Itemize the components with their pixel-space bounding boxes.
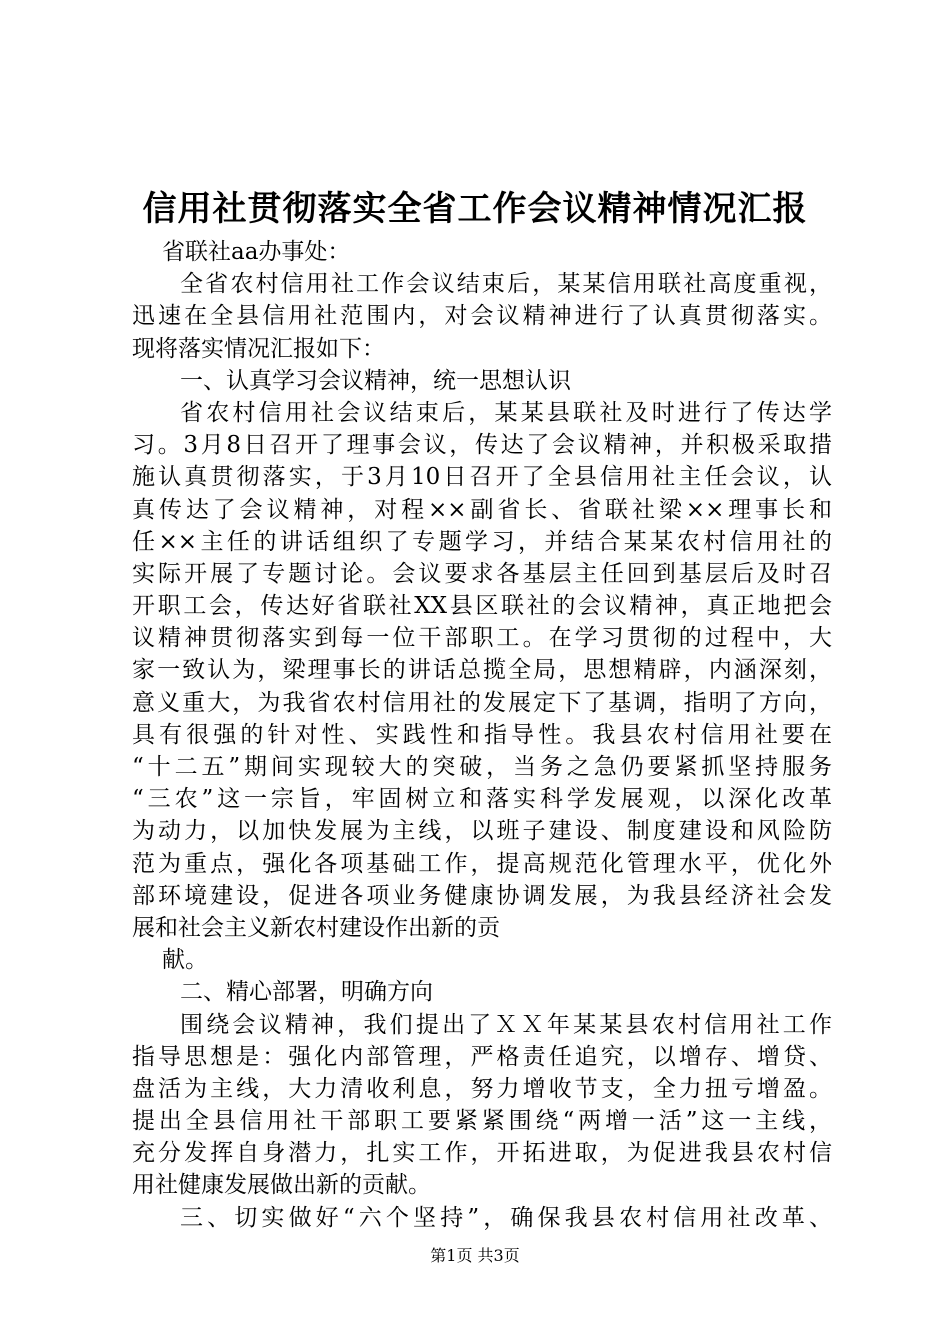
text-line: “十二五”期间实现较大的突破，当务之急仍要紧抓坚持服务 — [132, 754, 832, 780]
text-line: 议精神贯彻落实到每一位干部职工。在学习贯彻的过程中，大 — [132, 625, 832, 652]
text-line: 用社健康发展做出新的贡献。 — [132, 1172, 431, 1199]
text-line: 盘活为主线，大力清收利息，努力增收节支，全力扭亏增盈。 — [132, 1075, 832, 1102]
text-line: 实际开展了专题讨论。会议要求各基层主任回到基层后及时召 — [132, 560, 832, 587]
text-line: 家一致认为，梁理事长的讲话总揽全局，思想精辟，内涵深刻， — [132, 657, 832, 684]
text-line: 开职工会，传达好省联社XX县区联社的会议精神，真正地把会 — [132, 593, 832, 620]
text-line: 提出全县信用社干部职工要紧紧围绕“两增一活”这一主线， — [132, 1108, 832, 1135]
document-title: 信用社贯彻落实全省工作会议精神情况汇报 — [142, 189, 808, 229]
text-line: 献。 — [162, 947, 208, 974]
document-body — [132, 236, 832, 1234]
text-line: 全省农村信用社工作会议结束后，某某信用联社高度重视， — [180, 271, 832, 298]
text-line: 真传达了会议精神，对程××副省长、省联社梁××理事长和 — [132, 496, 832, 523]
text-line: 意义重大，为我省农村信用社的发展定下了基调，指明了方向， — [132, 689, 832, 716]
text-line: 充分发挥自身潜力，扎实工作，开拓进取，为促进我县农村信 — [132, 1140, 832, 1167]
text-line: 三、切实做好“六个坚持”，确保我县农村信用社改革、 — [180, 1204, 832, 1231]
text-line: 习。3月8日召开了理事会议，传达了会议精神，并积极采取措 — [132, 432, 832, 459]
text-line: 部环境建设，促进各项业务健康协调发展，为我县经济社会发 — [132, 882, 832, 909]
text-line: 省联社aa办事处： — [162, 239, 351, 265]
text-line: 为动力，以加快发展为主线，以班子建设、制度建设和风险防 — [132, 818, 832, 845]
text-line: 具有很强的针对性、实践性和指导性。我县农村信用社要在 — [132, 721, 832, 748]
text-line: 现将落实情况汇报如下： — [132, 335, 385, 362]
text-line: 指导思想是：强化内部管理，严格责任追究，以增存、增贷、 — [132, 1043, 832, 1070]
text-line: 省农村信用社会议结束后，某某县联社及时进行了传达学 — [180, 399, 832, 426]
text-line: 范为重点，强化各项基础工作，提高规范化管理水平，优化外 — [132, 850, 832, 877]
text-line: 展和社会主义新农村建设作出新的贡 — [132, 914, 500, 941]
text-line: 二、精心部署，明确方向 — [180, 979, 433, 1006]
text-line: 任××主任的讲话组织了专题学习，并结合某某农村信用社的 — [132, 528, 832, 555]
page-footer: 第1页 共3页 — [430, 1246, 520, 1265]
text-line: 一、认真学习会议精神，统一思想认识 — [180, 367, 571, 394]
text-line: 围绕会议精神，我们提出了ＸＸ年某某县农村信用社工作 — [180, 1011, 832, 1038]
text-line: 迅速在全县信用社范围内，对会议精神进行了认真贯彻落实。 — [132, 303, 832, 330]
text-line: 施认真贯彻落实，于3月10日召开了全县信用社主任会议，认 — [132, 464, 832, 491]
text-line: “三农”这一宗旨，牢固树立和落实科学发展观，以深化改革 — [132, 786, 832, 813]
